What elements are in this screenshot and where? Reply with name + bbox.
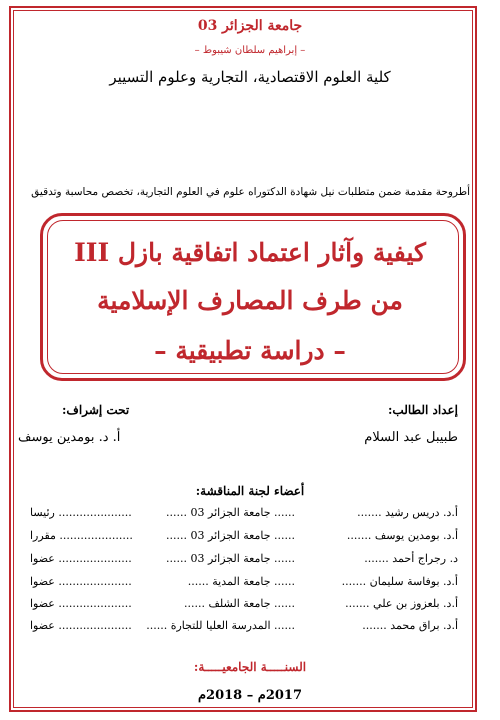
committee-member-role: ..................... عضوا [30, 597, 132, 610]
student-label: إعداد الطالب: [387, 403, 458, 417]
committee-member-role: ..................... عضوا [30, 619, 132, 632]
student-name: طبيبل عبد السلام [364, 430, 458, 445]
university-name: جامعة الجزائر 03 [197, 18, 303, 34]
committee-member-university: ...... جامعة الجزائر 03 ...... [166, 506, 295, 519]
committee-member-university: ...... جامعة الجزائر 03 ...... [166, 552, 295, 565]
thesis-description: أطروحة مقدمة ضمن متطلبات نيل شهادة الدكتوراه علوم في العلوم التجارية، تخصص محاسبة وتدقيق [31, 186, 470, 198]
committee-member-name: أ.د. براق محمد ....... [362, 619, 458, 632]
thesis-title-line-2: من طرف المصارف الإسلامية [97, 286, 403, 315]
committee-member-name: أ.د. بومدين يوسف ....... [346, 529, 458, 542]
committee-title: أعضاء لجنة المناقشة: [195, 484, 305, 498]
committee-member-name: أ.د. بلعزوز بن علي ....... [345, 597, 458, 610]
thesis-title-line-3: – دراسة تطبيقية – [154, 336, 346, 365]
committee-member-name: د. رجراج أحمد ....... [364, 552, 458, 565]
committee-member-role: ..................... رئيسا [30, 506, 132, 519]
university-subtitle: – إبراهيم سلطان شيبوط – [194, 45, 306, 56]
supervisor-label: تحت إشراف: [62, 403, 130, 417]
committee-member-university: ...... جامعة المدية ...... [187, 575, 295, 588]
committee-member-university: ...... جامعة الجزائر 03 ...... [166, 529, 295, 542]
academic-year-value: 2017م – 2018م [197, 688, 303, 703]
academic-year-label: السنـــــة الجامعيـــــة: [193, 660, 307, 674]
committee-member-university: ...... المدرسة العليا للتجارة ...... [146, 619, 295, 632]
committee-member-name: أ.د. دريس رشيد ....... [357, 506, 458, 519]
committee-member-role: ..................... عضوا [30, 552, 132, 565]
committee-member-name: أ.د. بوفاسة سليمان ....... [341, 575, 458, 588]
faculty-name: كلية العلوم الاقتصادية، التجارية وعلوم التسيير [109, 68, 391, 86]
committee-member-university: ...... جامعة الشلف ...... [184, 597, 295, 610]
committee-member-role: ..................... مقررا [30, 529, 133, 542]
supervisor-name: أ. د. بومدين يوسف [18, 430, 121, 445]
committee-member-role: ..................... عضوا [30, 575, 132, 588]
thesis-title-line-1: كيفية وآثار اعتماد اتفاقية بازل III [74, 238, 426, 267]
